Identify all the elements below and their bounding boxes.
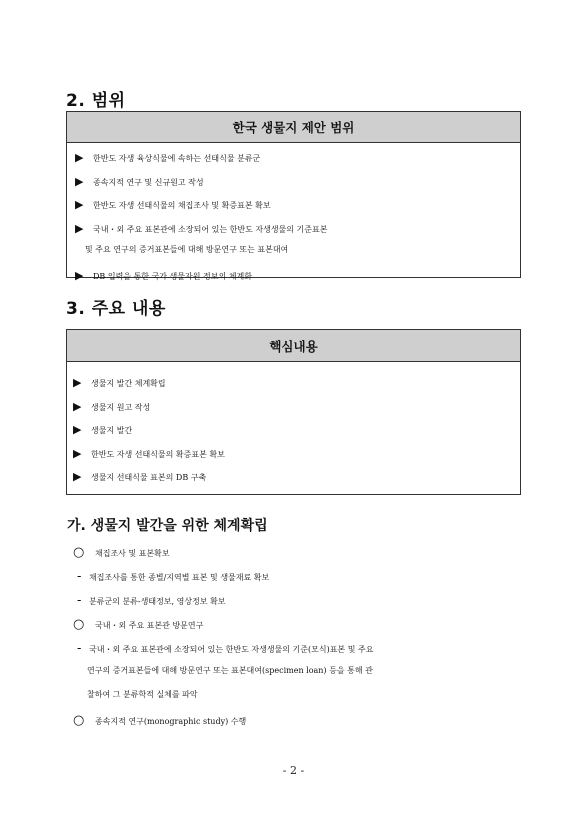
- triangle-bullet-icon: ▶: [75, 198, 84, 212]
- list-item: ▶ 생물지 선태식물 표본의 DB 구축: [73, 470, 207, 484]
- list-item: ▶ 한반도 자생 선태식물의 채집조사 및 확증표본 확보: [75, 198, 271, 212]
- list-item: ▶ 한반도 자생 선태식물의 확증표본 확보: [73, 446, 225, 460]
- dash-item: - 국내・외 주요 표본관에 소장되어 있는 한반도 자생생물의 기준(모식)표본 및 주요: [73, 641, 533, 665]
- triangle-bullet-icon: ▶: [73, 399, 82, 413]
- triangle-bullet-icon: ▶: [75, 174, 84, 188]
- dash-bullet-icon: -: [77, 593, 82, 608]
- list-item: ▶ 한반도 자생 육상식물에 속하는 선태식물 분류군: [75, 151, 261, 164]
- dash-bullet-icon: -: [77, 569, 82, 584]
- circle-item: ○ 종속지적 연구(monographic study) 수행: [73, 713, 247, 728]
- list-item: ▶ DB 입력을 통한 국가 생물자원 정보의 체계화: [75, 268, 252, 282]
- subsection-title: 가. 생물지 발간을 위한 체계확립: [67, 518, 268, 534]
- triangle-bullet-icon: ▶: [73, 376, 82, 389]
- dash-item: - 분류군의 분류-생태정보, 영상정보 확보: [73, 593, 533, 617]
- triangle-bullet-icon: ▶: [75, 268, 84, 282]
- core-box-header: 핵심내용: [67, 330, 520, 362]
- core-list: [73, 377, 516, 495]
- circle-bullet-icon: ○: [73, 545, 85, 560]
- list-item: ▶ 국내・외 주요 표본관에 소장되어 있는 한반도 자생생물의 기준표본: [75, 221, 328, 235]
- dash-bullet-icon: -: [77, 641, 82, 656]
- list-item: ▶ 생물지 원고 작성: [73, 399, 151, 413]
- list-item-continuation: 및 주요 연구의 증거표본들에 대해 방문연구 또는 표본대여: [85, 245, 289, 255]
- section-2-title: 2. 범위: [66, 91, 126, 111]
- triangle-bullet-icon: ▶: [73, 446, 82, 460]
- scope-box-header: 한국 생물지 제안 범위: [67, 112, 520, 143]
- circle-bullet-icon: ○: [73, 713, 85, 728]
- dash-item: - 채집조사를 통한 종별/지역별 표본 및 생물재료 확보: [73, 569, 533, 593]
- triangle-bullet-icon: ▶: [73, 423, 82, 437]
- triangle-bullet-icon: ▶: [73, 470, 82, 484]
- list-item: ▶ 생물지 발간: [73, 423, 133, 437]
- scope-box: [66, 111, 521, 282]
- circle-item: ○ 국내・외 주요 표본관 방문연구: [73, 617, 204, 632]
- list-item: ▶ 생물지 발간 체계확립: [73, 376, 166, 389]
- subsection-list: [73, 545, 533, 737]
- circle-bullet-icon: ○: [73, 617, 85, 632]
- section-3-title: 3. 주요 내용: [66, 299, 166, 319]
- triangle-bullet-icon: ▶: [75, 221, 84, 235]
- page-number: - 2 -: [282, 764, 305, 777]
- core-content-box: [66, 329, 521, 495]
- triangle-bullet-icon: ▶: [75, 151, 84, 164]
- scope-list: [75, 152, 516, 294]
- dash-item-continuation: 연구의 증거표본들에 대해 방문연구 또는 표본대여(specimen loan) 등을 통해 관: [87, 666, 373, 675]
- dash-item-continuation: 찰하여 그 분류학적 실체를 파악: [87, 690, 198, 699]
- list-item: ▶ 종속지적 연구 및 신규원고 작성: [75, 174, 204, 188]
- circle-item: ○ 채집조사 및 표본확보: [73, 545, 170, 560]
